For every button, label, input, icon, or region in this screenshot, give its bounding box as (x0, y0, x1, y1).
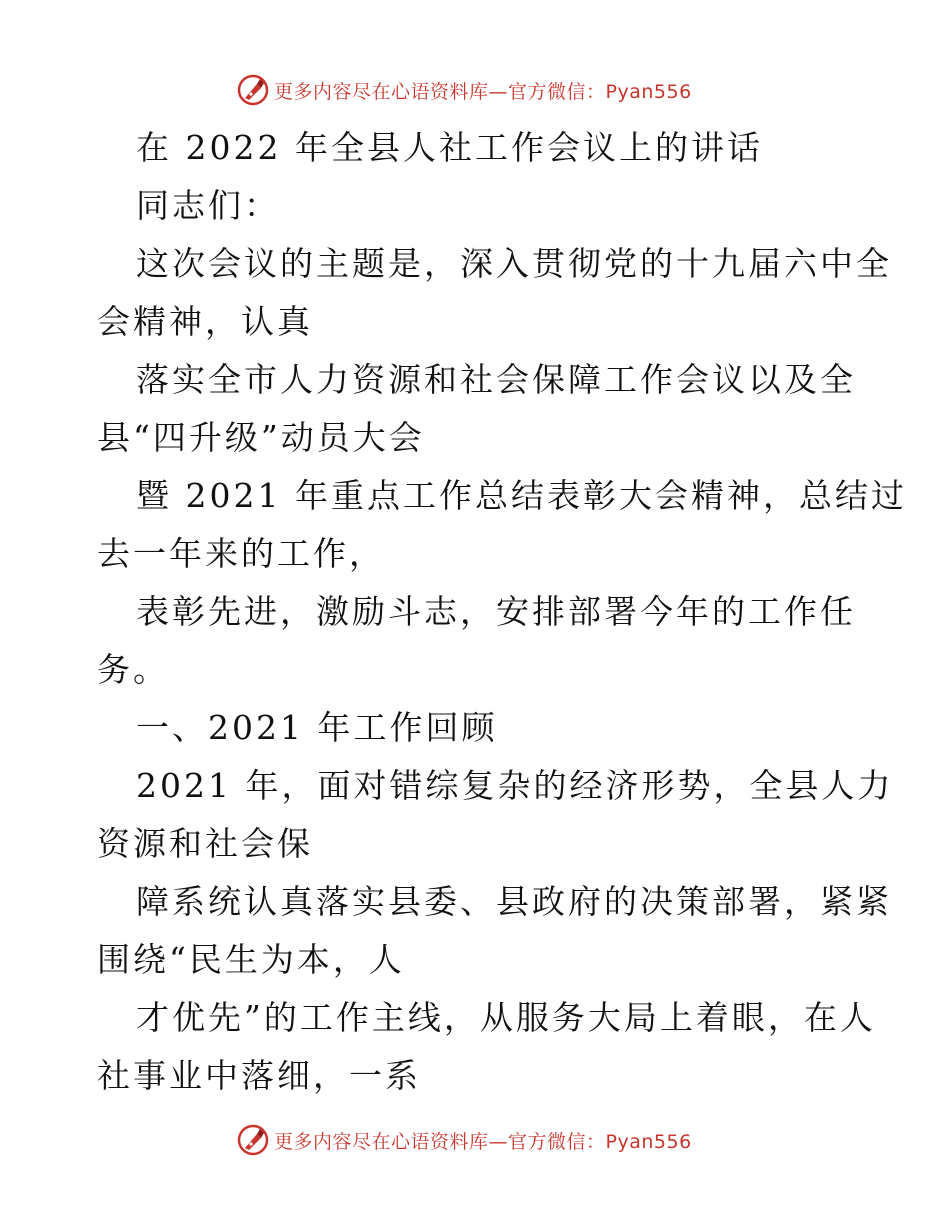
paragraph-line: 围绕“民生为本，人 (97, 940, 405, 979)
paragraph-line: 会精神，认真 (97, 302, 313, 341)
paragraph-line: 这次会议的主题是，深入贯彻党的十九届六中全 (136, 244, 892, 283)
footer-watermark-banner (236, 1122, 692, 1158)
section-heading: 一、2021 年工作回顾 (136, 708, 498, 747)
paragraph-line: 落实全市人力资源和社会保障工作会议以及全 (136, 360, 856, 399)
watermark-text: 更多内容尽在心语资料库—官方微信：Pyan556 (274, 80, 692, 103)
paragraph-line: 才优先”的工作主线，从服务大局上着眼，在人 (136, 998, 876, 1037)
pen-nib-logo-icon (236, 1123, 270, 1157)
paragraph-line: 县“四升级”动员大会 (97, 418, 425, 457)
salutation: 同志们： (136, 186, 280, 225)
paragraph-line: 障系统认真落实县委、县政府的决策部署，紧紧 (136, 882, 892, 921)
header-watermark-banner (236, 72, 692, 108)
paragraph-line: 2021 年，面对错综复杂的经济形势，全县人力 (136, 766, 894, 805)
watermark-text: 更多内容尽在心语资料库—官方微信：Pyan556 (274, 1130, 692, 1153)
paragraph-line: 务。 (97, 650, 169, 689)
paragraph-line: 暨 2021 年重点工作总结表彰大会精神，总结过 (136, 476, 907, 515)
paragraph-line: 去一年来的工作， (97, 534, 385, 573)
paragraph-line: 资源和社会保 (97, 824, 313, 863)
paragraph-line: 表彰先进，激励斗志，安排部署今年的工作任 (136, 592, 856, 631)
pen-nib-logo-icon (236, 73, 270, 107)
document-title: 在 2022 年全县人社工作会议上的讲话 (136, 128, 763, 167)
paragraph-line: 社事业中落细，一系 (97, 1056, 421, 1095)
